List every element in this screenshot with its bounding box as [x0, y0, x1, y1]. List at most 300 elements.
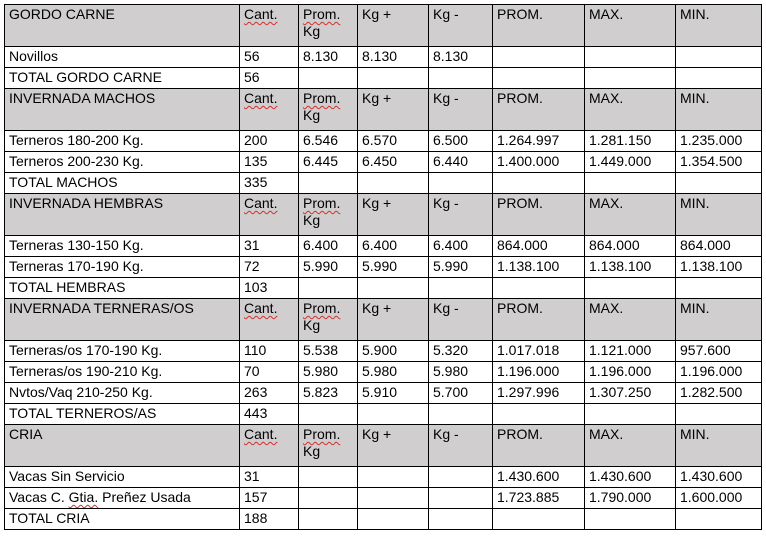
empty-cell	[429, 404, 493, 425]
cell-category-text: Terneros 200-230 Kg.	[9, 153, 144, 169]
header-kg-plus	[358, 89, 429, 131]
header-min	[676, 425, 762, 467]
cell-kg-plus	[358, 488, 429, 509]
cell-category	[5, 257, 240, 278]
cell-min-text: 957.600	[680, 342, 731, 358]
total-label-text: TOTAL CRIA	[9, 510, 90, 526]
header-prom	[493, 194, 585, 236]
cell-min	[676, 341, 762, 362]
cell-prom-text: 1.400.000	[497, 153, 560, 169]
header-max-text: MAX.	[589, 300, 624, 316]
cell-prom-kg-text: 6.546	[303, 132, 339, 148]
cell-prom	[493, 383, 585, 404]
cell-max-text: 1.449.000	[589, 153, 652, 169]
cell-cant-text: 56	[244, 48, 260, 64]
section-header-row	[5, 299, 762, 341]
header-kg-minus-text: Kg -	[433, 426, 459, 442]
cell-max	[585, 236, 676, 257]
empty-cell	[676, 173, 762, 194]
table-row	[5, 362, 762, 383]
empty-cell	[585, 509, 676, 530]
cell-kg-plus	[358, 467, 429, 488]
header-cant	[240, 299, 299, 341]
header-kg-text: Kg	[303, 23, 321, 39]
cell-prom-kg	[299, 383, 358, 404]
section-header-row	[5, 194, 762, 236]
total-cant-text: 443	[244, 405, 268, 421]
cell-prom-kg-text: 5.823	[303, 384, 339, 400]
header-kg-text: Kg	[303, 107, 321, 123]
section-title	[5, 425, 240, 467]
cell-category-text: Novillos	[9, 48, 59, 64]
cell-min-text: 1.282.500	[680, 384, 743, 400]
cell-kg-plus-text: 6.450	[362, 153, 398, 169]
cell-kg-plus	[358, 257, 429, 278]
cell-cant	[240, 131, 299, 152]
cell-prom-kg	[299, 341, 358, 362]
cell-category	[5, 488, 240, 509]
table-row	[5, 152, 762, 173]
cell-min	[676, 257, 762, 278]
cell-category-text: Terneras/os 170-190 Kg.	[9, 342, 163, 358]
cell-min	[676, 152, 762, 173]
cattle-price-table	[4, 4, 762, 530]
table-body	[5, 5, 762, 530]
cell-prom	[493, 362, 585, 383]
cell-category-text: Terneras 130-150 Kg.	[9, 237, 144, 253]
cell-cant-text: 135	[244, 153, 268, 169]
header-max	[585, 89, 676, 131]
cell-max	[585, 131, 676, 152]
cell-kg-plus	[358, 362, 429, 383]
header-kg-plus-text: Kg +	[362, 90, 392, 106]
section-title	[5, 299, 240, 341]
header-prom-text: PROM.	[497, 6, 543, 22]
section-title	[5, 194, 240, 236]
cell-prom	[493, 131, 585, 152]
cell-category-text: Vacas C. Gtia. Preñez Usada	[9, 489, 191, 505]
cell-cant-text: 72	[244, 258, 260, 274]
empty-cell	[429, 68, 493, 89]
section-header-row	[5, 5, 762, 47]
empty-cell	[299, 509, 358, 530]
cell-kg-minus-text: 6.440	[433, 153, 469, 169]
cell-min-text: 864.000	[680, 237, 731, 253]
total-label-text: TOTAL MACHOS	[9, 174, 118, 190]
total-cant-text: 335	[244, 174, 268, 190]
header-min-text: MIN.	[680, 426, 710, 442]
total-label	[5, 404, 240, 425]
header-kg-text: Kg	[303, 443, 321, 459]
cell-max-text: 1.121.000	[589, 342, 652, 358]
total-label	[5, 509, 240, 530]
cell-min-text: 1.196.000	[680, 363, 743, 379]
cell-kg-plus	[358, 47, 429, 68]
empty-cell	[585, 68, 676, 89]
cell-kg-plus-text: 6.570	[362, 132, 398, 148]
header-kg-plus-text: Kg +	[362, 195, 392, 211]
header-min	[676, 5, 762, 47]
cell-kg-minus	[429, 236, 493, 257]
empty-cell	[358, 68, 429, 89]
header-prom-text: PROM.	[497, 426, 543, 442]
cell-max	[585, 362, 676, 383]
table-row	[5, 47, 762, 68]
cell-cant-text: 70	[244, 363, 260, 379]
header-min-text: MIN.	[680, 300, 710, 316]
header-kg-minus-text: Kg -	[433, 195, 459, 211]
header-cant-text: Cant.	[244, 90, 278, 106]
total-cant-text: 103	[244, 279, 268, 295]
header-kg-minus	[429, 89, 493, 131]
header-cant	[240, 425, 299, 467]
header-max	[585, 5, 676, 47]
cell-prom-kg-text: 6.400	[303, 237, 339, 253]
cell-min	[676, 131, 762, 152]
cell-cant-text: 31	[244, 468, 260, 484]
spellcheck-word: Gtia.	[68, 489, 99, 505]
empty-cell	[358, 173, 429, 194]
cell-category-text: Nvtos/Vaq 210-250 Kg.	[9, 384, 153, 400]
cell-kg-minus	[429, 383, 493, 404]
header-kg-text: Kg	[303, 212, 321, 228]
header-cant	[240, 194, 299, 236]
section-title	[5, 89, 240, 131]
table-row	[5, 257, 762, 278]
cell-min	[676, 383, 762, 404]
cell-kg-minus	[429, 152, 493, 173]
empty-cell	[493, 173, 585, 194]
cell-category	[5, 236, 240, 257]
header-kg-text: Kg	[303, 317, 321, 333]
cell-prom-kg	[299, 257, 358, 278]
cell-prom-text: 1.264.997	[497, 132, 560, 148]
header-cant	[240, 5, 299, 47]
header-kg-minus	[429, 194, 493, 236]
header-cant-text: Cant.	[244, 426, 278, 442]
cell-cant-text: 157	[244, 489, 268, 505]
cell-cant	[240, 383, 299, 404]
cell-kg-minus	[429, 362, 493, 383]
table-row	[5, 341, 762, 362]
empty-cell	[429, 509, 493, 530]
cell-kg-plus-text: 5.900	[362, 342, 398, 358]
total-row	[5, 278, 762, 299]
header-prom-kg	[299, 299, 358, 341]
cell-cant	[240, 488, 299, 509]
cell-prom-text: 1.138.100	[497, 258, 560, 274]
total-label-text: TOTAL HEMBRAS	[9, 279, 126, 295]
header-cant-text: Cant.	[244, 195, 278, 211]
empty-cell	[493, 404, 585, 425]
cell-max	[585, 152, 676, 173]
cell-min-text: 1.235.000	[680, 132, 743, 148]
cell-prom-text: 1.017.018	[497, 342, 560, 358]
cell-kg-minus	[429, 488, 493, 509]
cell-kg-minus-text: 8.130	[433, 48, 469, 64]
header-prom	[493, 89, 585, 131]
header-max-text: MAX.	[589, 426, 624, 442]
cell-category	[5, 131, 240, 152]
empty-cell	[429, 173, 493, 194]
cell-prom-kg	[299, 131, 358, 152]
total-cant	[240, 173, 299, 194]
empty-cell	[493, 509, 585, 530]
table-row	[5, 383, 762, 404]
cell-kg-plus	[358, 131, 429, 152]
cell-prom-kg	[299, 236, 358, 257]
empty-cell	[676, 509, 762, 530]
cell-max-text: 1.196.000	[589, 363, 652, 379]
header-max	[585, 299, 676, 341]
header-min	[676, 299, 762, 341]
table-row	[5, 236, 762, 257]
cell-min-text: 1.354.500	[680, 153, 743, 169]
cell-kg-minus-text: 5.980	[433, 363, 469, 379]
cell-prom-text: 1.297.996	[497, 384, 560, 400]
total-label-text: TOTAL TERNEROS/AS	[9, 405, 157, 421]
section-title-text: CRIA	[9, 426, 43, 442]
cell-kg-minus	[429, 47, 493, 68]
total-cant-text: 56	[244, 69, 260, 85]
cell-kg-plus-text: 5.990	[362, 258, 398, 274]
cell-cant-text: 200	[244, 132, 268, 148]
header-prom-text: PROM.	[497, 300, 543, 316]
cell-prom-kg	[299, 488, 358, 509]
cell-min	[676, 362, 762, 383]
cell-kg-minus	[429, 467, 493, 488]
cell-prom	[493, 257, 585, 278]
header-cant	[240, 89, 299, 131]
cell-kg-minus-text: 5.990	[433, 258, 469, 274]
header-prom-kg	[299, 425, 358, 467]
header-prom	[493, 425, 585, 467]
cell-kg-plus	[358, 152, 429, 173]
cell-prom-text: 1.723.885	[497, 489, 560, 505]
cell-cant	[240, 257, 299, 278]
header-prom-text: PROM.	[497, 195, 543, 211]
total-row	[5, 404, 762, 425]
cell-prom-kg-text: 5.538	[303, 342, 339, 358]
header-prom-text: Prom.	[303, 6, 341, 22]
cell-prom	[493, 488, 585, 509]
cell-cant-text: 263	[244, 384, 268, 400]
cell-category-text: Terneras 170-190 Kg.	[9, 258, 144, 274]
header-kg-minus	[429, 5, 493, 47]
cell-prom-text: 1.196.000	[497, 363, 560, 379]
cell-prom	[493, 236, 585, 257]
cell-max	[585, 383, 676, 404]
empty-cell	[299, 278, 358, 299]
section-title-text: GORDO CARNE	[9, 6, 115, 22]
empty-cell	[585, 278, 676, 299]
cell-max	[585, 257, 676, 278]
total-row	[5, 509, 762, 530]
cell-min	[676, 47, 762, 68]
total-cant	[240, 404, 299, 425]
cell-prom-kg	[299, 152, 358, 173]
header-prom-text: Prom.	[303, 195, 341, 211]
empty-cell	[299, 173, 358, 194]
cell-prom-text: 864.000	[497, 237, 548, 253]
cell-max-text: 1.281.150	[589, 132, 652, 148]
header-kg-plus	[358, 299, 429, 341]
empty-cell	[676, 404, 762, 425]
cell-kg-minus	[429, 257, 493, 278]
empty-cell	[493, 278, 585, 299]
cell-kg-plus	[358, 236, 429, 257]
cell-min-text: 1.430.600	[680, 468, 743, 484]
header-min-text: MIN.	[680, 6, 710, 22]
section-title-text: INVERNADA TERNERAS/OS	[9, 300, 194, 316]
section-header-row	[5, 89, 762, 131]
header-max	[585, 194, 676, 236]
cell-cant	[240, 152, 299, 173]
cell-prom-kg-text: 8.130	[303, 48, 339, 64]
cell-cant	[240, 341, 299, 362]
header-kg-plus	[358, 425, 429, 467]
header-kg-minus-text: Kg -	[433, 300, 459, 316]
total-row	[5, 173, 762, 194]
header-kg-minus-text: Kg -	[433, 6, 459, 22]
header-kg-minus	[429, 299, 493, 341]
cell-kg-minus-text: 5.320	[433, 342, 469, 358]
header-kg-plus-text: Kg +	[362, 426, 392, 442]
header-min-text: MIN.	[680, 195, 710, 211]
cell-min	[676, 467, 762, 488]
cell-max-text: 1.307.250	[589, 384, 652, 400]
header-kg-plus	[358, 5, 429, 47]
cell-min-text: 1.138.100	[680, 258, 743, 274]
cell-prom-kg-text: 5.990	[303, 258, 339, 274]
empty-cell	[585, 404, 676, 425]
empty-cell	[358, 404, 429, 425]
cell-category	[5, 341, 240, 362]
cell-cant-text: 31	[244, 237, 260, 253]
empty-cell	[299, 68, 358, 89]
cell-category	[5, 467, 240, 488]
total-cant	[240, 68, 299, 89]
header-min	[676, 194, 762, 236]
header-prom	[493, 299, 585, 341]
cell-prom	[493, 47, 585, 68]
cell-kg-minus-text: 6.400	[433, 237, 469, 253]
empty-cell	[676, 278, 762, 299]
header-prom-kg	[299, 194, 358, 236]
table-row	[5, 488, 762, 509]
cell-category	[5, 47, 240, 68]
cell-cant	[240, 362, 299, 383]
cell-prom-kg-text: 6.445	[303, 153, 339, 169]
header-kg-plus	[358, 194, 429, 236]
cell-kg-minus-text: 6.500	[433, 132, 469, 148]
cell-kg-plus-text: 5.910	[362, 384, 398, 400]
cell-max-text: 1.790.000	[589, 489, 652, 505]
total-cant-text: 188	[244, 510, 268, 526]
header-cant-text: Cant.	[244, 6, 278, 22]
header-max	[585, 425, 676, 467]
cell-kg-minus	[429, 341, 493, 362]
total-label	[5, 173, 240, 194]
total-cant	[240, 278, 299, 299]
header-min-text: MIN.	[680, 90, 710, 106]
header-max-text: MAX.	[589, 6, 624, 22]
section-title-text: INVERNADA MACHOS	[9, 90, 156, 106]
cell-kg-plus-text: 8.130	[362, 48, 398, 64]
total-label-text: TOTAL GORDO CARNE	[9, 69, 162, 85]
empty-cell	[358, 509, 429, 530]
header-prom-kg	[299, 5, 358, 47]
cell-prom-kg-text: 5.980	[303, 363, 339, 379]
header-prom	[493, 5, 585, 47]
cell-max-text: 1.430.600	[589, 468, 652, 484]
cell-cant	[240, 47, 299, 68]
header-prom-text: Prom.	[303, 90, 341, 106]
cell-prom-kg	[299, 47, 358, 68]
cell-kg-plus	[358, 383, 429, 404]
cell-min	[676, 236, 762, 257]
total-label	[5, 68, 240, 89]
cell-kg-plus-text: 6.400	[362, 237, 398, 253]
cell-category	[5, 362, 240, 383]
section-header-row	[5, 425, 762, 467]
cell-category-text: Terneras/os 190-210 Kg.	[9, 363, 163, 379]
section-title-text: INVERNADA HEMBRAS	[9, 195, 164, 211]
cell-category-text: Terneros 180-200 Kg.	[9, 132, 144, 148]
cell-kg-minus	[429, 131, 493, 152]
cell-max	[585, 488, 676, 509]
cell-kg-minus-text: 5.700	[433, 384, 469, 400]
cell-prom-kg	[299, 362, 358, 383]
cell-max	[585, 47, 676, 68]
empty-cell	[358, 278, 429, 299]
header-prom-text: Prom.	[303, 300, 341, 316]
cell-prom	[493, 152, 585, 173]
table-row	[5, 467, 762, 488]
empty-cell	[585, 173, 676, 194]
cell-prom	[493, 467, 585, 488]
cell-prom-text: 1.430.600	[497, 468, 560, 484]
cell-max	[585, 341, 676, 362]
cell-prom	[493, 341, 585, 362]
header-max-text: MAX.	[589, 195, 624, 211]
header-kg-minus	[429, 425, 493, 467]
header-kg-plus-text: Kg +	[362, 300, 392, 316]
empty-cell	[493, 68, 585, 89]
cell-min-text: 1.600.000	[680, 489, 743, 505]
total-label	[5, 278, 240, 299]
empty-cell	[429, 278, 493, 299]
section-title	[5, 5, 240, 47]
empty-cell	[676, 68, 762, 89]
cell-cant	[240, 467, 299, 488]
table-row	[5, 131, 762, 152]
header-kg-plus-text: Kg +	[362, 6, 392, 22]
cell-prom-kg	[299, 467, 358, 488]
header-prom-text: PROM.	[497, 90, 543, 106]
cell-cant-text: 110	[244, 342, 267, 358]
cell-category	[5, 383, 240, 404]
total-cant	[240, 509, 299, 530]
header-prom-kg	[299, 89, 358, 131]
empty-cell	[299, 404, 358, 425]
header-min	[676, 89, 762, 131]
header-cant-text: Cant.	[244, 300, 278, 316]
cell-category	[5, 152, 240, 173]
cell-kg-plus	[358, 341, 429, 362]
cell-max-text: 1.138.100	[589, 258, 652, 274]
header-kg-minus-text: Kg -	[433, 90, 459, 106]
